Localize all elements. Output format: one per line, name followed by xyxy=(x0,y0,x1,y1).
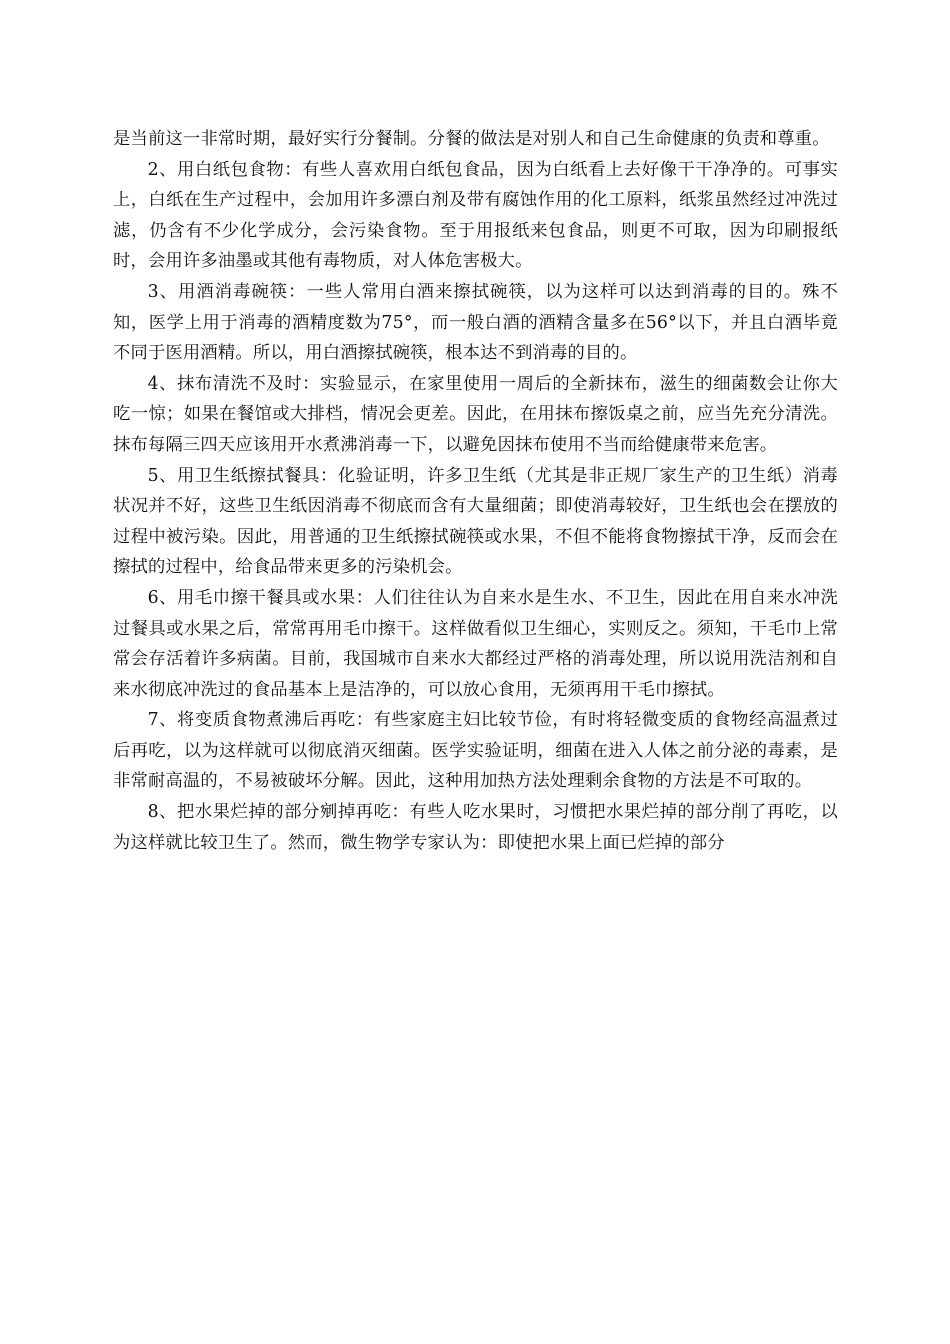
paragraph-towel-drying: 6、用毛巾擦干餐具或水果：人们往往认为自来水是生水、不卫生，因此在用自来水冲洗过餐具或水果之后，常常再用毛巾擦干。这样做看似卫生细心，实则反之。须知，干毛巾上常常会存活着许多病菌。目前，我国城市自来水大都经过严格的消毒处理，所以说用洗洁剂和自来水彻底冲洗过的食品基本上是洁净的，可以放心食用，无须再用干毛巾擦拭。 xyxy=(113,587,838,700)
paragraph-liquor-disinfect: 3、用酒消毒碗筷：一些人常用白酒来擦拭碗筷，以为这样可以达到消毒的目的。殊不知，医学上用于消毒的酒精度数为75°，而一般白酒的酒精含量多在56°以下，并且白酒毕竟不同于医用酒精。所以，用白酒擦拭碗筷，根本达不到消毒的目的。 xyxy=(113,281,838,364)
paragraph-rotten-fruit: 8、把水果烂掉的部分剜掉再吃：有些人吃水果时，习惯把水果烂掉的部分削了再吃，以为这样就比较卫生了。然而，微生物学专家认为：即使把水果上面已烂掉的部分 xyxy=(113,802,838,853)
paragraph-toilet-paper: 5、用卫生纸擦拭餐具：化验证明，许多卫生纸（尤其是非正规厂家生产的卫生纸）消毒状况并不好，这些卫生纸因消毒不彻底而含有大量细菌；即使消毒较好，卫生纸也会在摆放的过程中被污染。因此，用普通的卫生纸擦拭碗筷或水果，不但不能将食物擦拭干净，反而会在擦拭的过程中，给食品带来更多的污染机会。 xyxy=(113,465,838,578)
document-page xyxy=(113,124,838,858)
paragraph-white-paper: 2、用白纸包食物：有些人喜欢用白纸包食品，因为白纸看上去好像干干净净的。可事实上，白纸在生产过程中，会加用许多漂白剂及带有腐蚀作用的化工原料，纸浆虽然经过冲洗过滤，仍含有不少化学成分，会污染食物。至于用报纸来包食品，则更不可取，因为印刷报纸时，会用许多油墨或其他有毒物质，对人体危害极大。 xyxy=(113,159,838,272)
paragraph-continuation: 是当前这一非常时期，最好实行分餐制。分餐的做法是对别人和自己生命健康的负责和尊重。 xyxy=(113,129,830,149)
paragraph-rag-cleaning: 4、抹布清洗不及时：实验显示，在家里使用一周后的全新抹布，滋生的细菌数会让你大吃一惊；如果在餐馆或大排档，情况会更差。因此，在用抹布擦饭桌之前，应当先充分清洗。抹布每隔三四天应该用开水煮沸消毒一下，以避免因抹布使用不当而给健康带来危害。 xyxy=(113,373,838,455)
paragraph-spoiled-food: 7、将变质食物煮沸后再吃：有些家庭主妇比较节俭，有时将轻微变质的食物经高温煮过后再吃，以为这样就可以彻底消灭细菌。医学实验证明，细菌在进入人体之前分泌的毒素，是非常耐高温的，不易被破坏分解。因此，这种用加热方法处理剩余食物的方法是不可取的。 xyxy=(113,710,838,792)
